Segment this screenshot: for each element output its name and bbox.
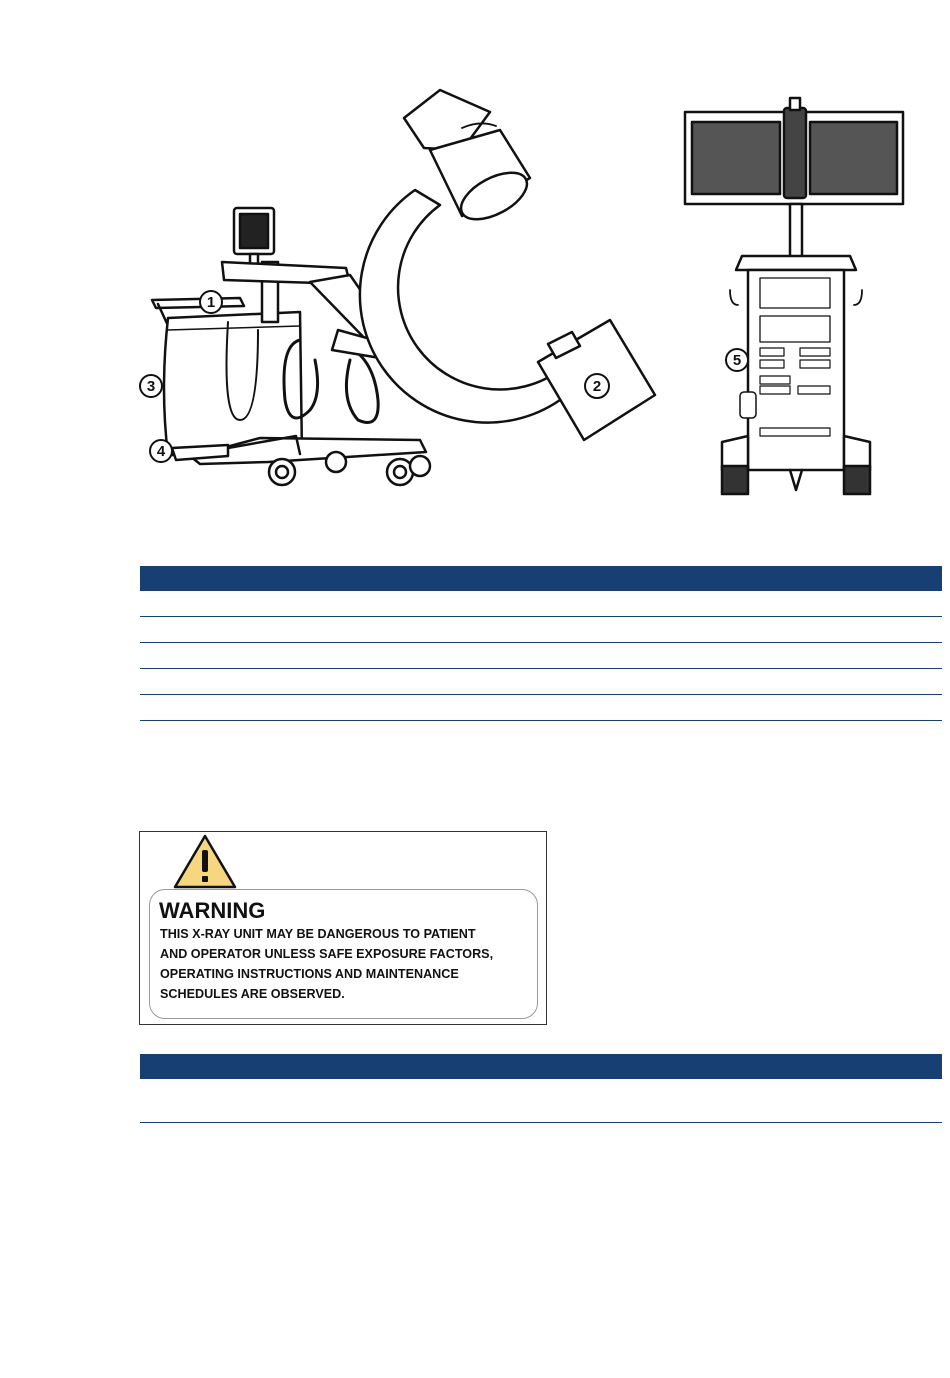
table-header — [140, 1054, 942, 1079]
svg-text:5: 5 — [732, 352, 742, 369]
warning-label — [139, 831, 547, 1025]
warning-title: WARNING — [159, 898, 266, 923]
callout-5 — [726, 349, 748, 371]
table-row — [140, 695, 942, 721]
table-row — [140, 617, 942, 643]
component-table — [140, 566, 942, 721]
warning-triangle-icon — [140, 832, 546, 892]
callout-4 — [150, 440, 172, 462]
label-description-table — [140, 1054, 942, 1123]
warning-line: OPERATING INSTRUCTIONS AND MAINTENANCE — [160, 967, 459, 981]
svg-text:2: 2 — [592, 378, 602, 395]
table-row — [140, 669, 942, 695]
table-row — [140, 591, 942, 617]
c-arm-system-figure — [0, 0, 950, 520]
table-row — [140, 1079, 942, 1123]
svg-text:3: 3 — [146, 378, 156, 395]
svg-text:4: 4 — [156, 443, 166, 460]
warning-line: SCHEDULES ARE OBSERVED. — [160, 987, 345, 1001]
callout-1 — [200, 291, 222, 313]
table-header — [140, 566, 942, 591]
callout-3 — [140, 375, 162, 397]
warning-line: THIS X-RAY UNIT MAY BE DANGEROUS TO PATIENT — [160, 927, 476, 941]
svg-text:1: 1 — [206, 294, 216, 311]
table-row — [140, 643, 942, 669]
callout-2 — [585, 374, 609, 398]
warning-line: AND OPERATOR UNLESS SAFE EXPOSURE FACTORS, — [160, 947, 494, 961]
